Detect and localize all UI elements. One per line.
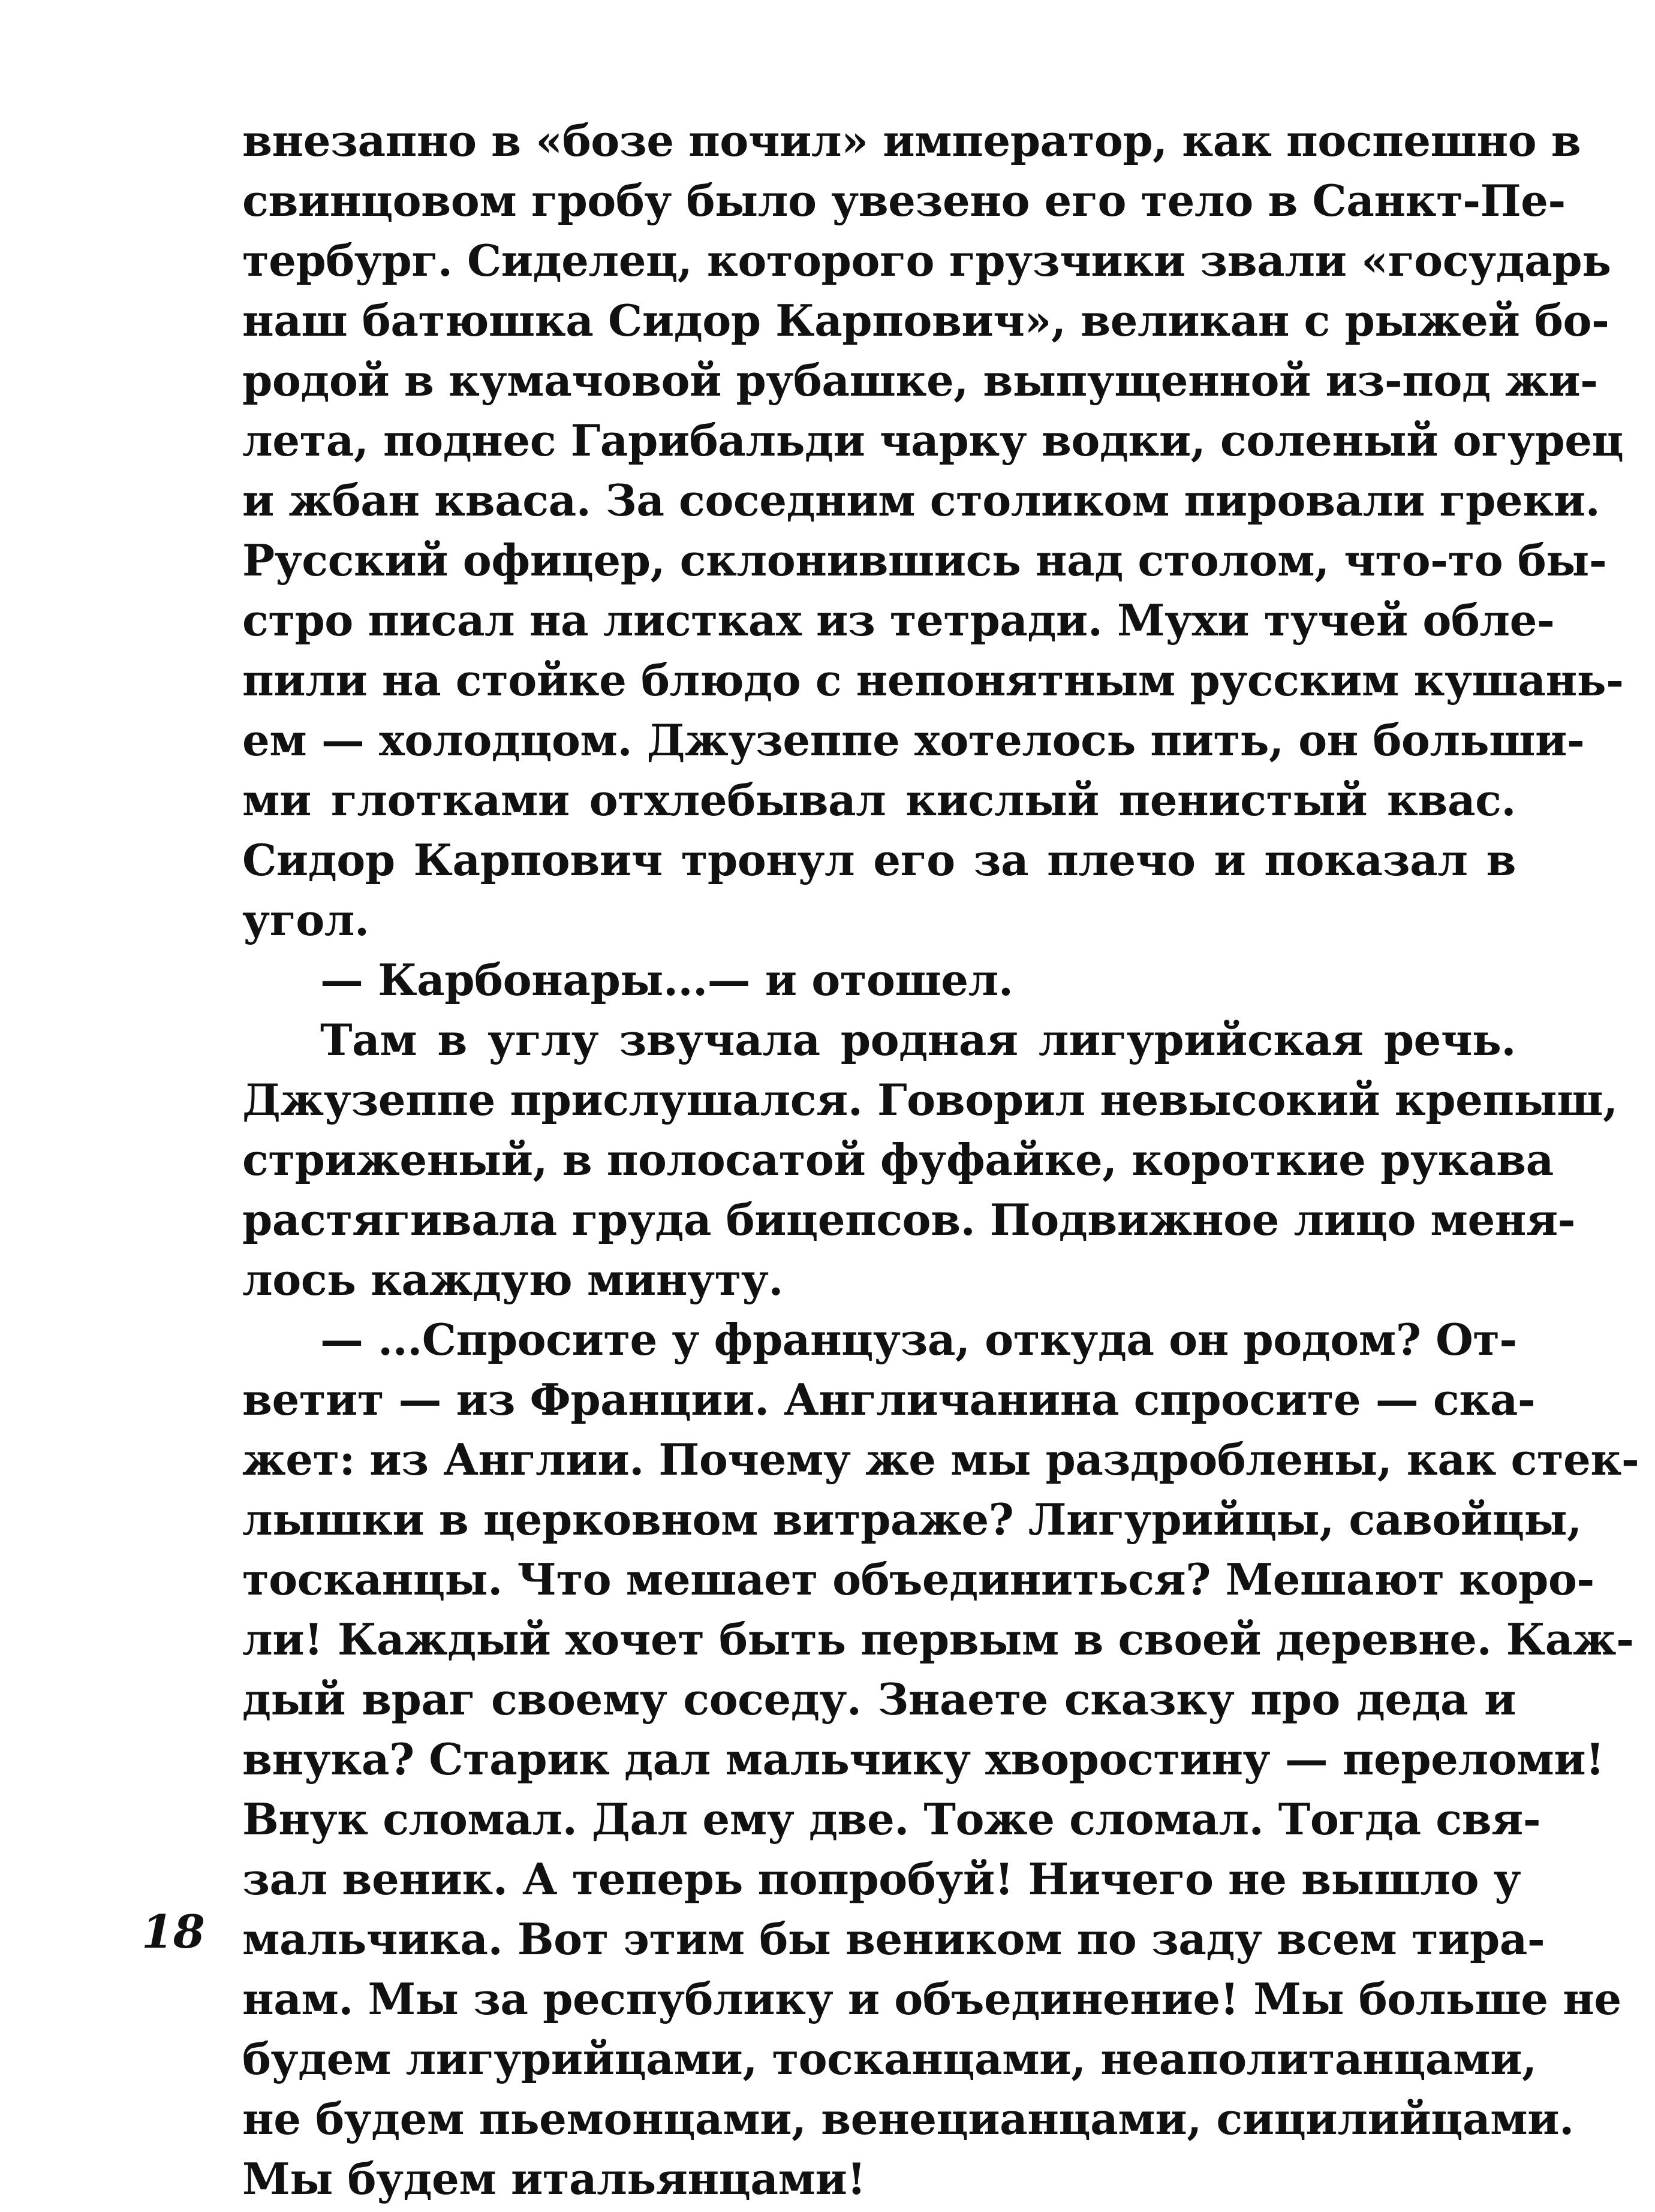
text-line: свинцовом гробу было увезено его тело в Санкт-Пе- — [242, 175, 1566, 226]
text-line: Мы будем итальянцами! — [242, 2153, 866, 2204]
text-line: дый враг своему соседу. Знаете сказку про деда и — [242, 1674, 1516, 1725]
text-line: ем — холодцом. Джузеппе хотелось пить, он больши- — [242, 715, 1585, 766]
text-line: зал веник. А теперь попробуй! Ничего не вышло у — [242, 1854, 1521, 1904]
text-line: жет: из Англии. Почему же мы раздроблены, как стек- — [242, 1434, 1639, 1485]
text-line: Там в углу звучала родная лигурийская речь. — [320, 1014, 1516, 1065]
text-line: лышки в церковном витраже? Лигурийцы, савойцы, — [242, 1494, 1582, 1545]
text-line: Внук сломал. Дал ему две. Тоже сломал. Тогда свя- — [242, 1794, 1541, 1845]
text-line: Русский офицер, склонившись над столом, что-то бы- — [242, 535, 1607, 586]
text-line: лось каждую минуту. — [242, 1254, 783, 1305]
text-line: угол. — [242, 894, 369, 945]
text-line: внука? Старик дал мальчику хворостину — переломи! — [242, 1734, 1605, 1785]
text-line: родой в кумачовой рубашке, выпущенной из-под жи- — [242, 355, 1598, 406]
text-line: тосканцы. Что мешает объединиться? Мешают коро- — [242, 1554, 1594, 1605]
text-line: и жбан кваса. За соседним столиком пировали греки. — [242, 475, 1600, 526]
text-line: стриженый, в полосатой фуфайке, короткие рукава — [242, 1134, 1554, 1185]
text-line: ветит — из Франции. Англичанина спросите — ска- — [242, 1374, 1536, 1425]
text-line: Джузеппе прислушался. Говорил невысокий крепыш, — [242, 1074, 1618, 1125]
text-line: внезапно в «бозе почил» император, как поспешно в — [242, 115, 1581, 166]
text-line: тербург. Сиделец, которого грузчики звали «государь — [242, 235, 1611, 286]
text-line: — ...Спросите у француза, откуда он родом? От- — [320, 1314, 1517, 1365]
text-line: мальчика. Вот этим бы веником по заду всем тира- — [242, 1913, 1545, 1964]
page-number: 18 — [142, 1905, 205, 1958]
text-line: растягивала груда бицепсов. Подвижное лицо меня- — [242, 1194, 1576, 1245]
text-line: наш батюшка Сидор Карпович», великан с рыжей бо- — [242, 295, 1609, 346]
text-line: ми глотками отхлебывал кислый пенистый квас. — [242, 774, 1516, 825]
text-line: ли! Каждый хочет быть первым в своей деревне. Каж- — [242, 1614, 1634, 1665]
text-line: не будем пьемонцами, венецианцами, сицилийцами. — [242, 2093, 1574, 2144]
text-line: нам. Мы за республику и объединение! Мы больше не — [242, 1973, 1621, 2024]
text-column — [242, 114, 1639, 2212]
text-line: — Карбонары...— и отошел. — [320, 954, 1013, 1005]
text-line: пили на стойке блюдо с непонятным русским кушань- — [242, 655, 1624, 706]
text-line: будем лигурийцами, тосканцами, неаполитанцами, — [242, 2033, 1537, 2084]
text-line: лета, поднес Гарибальди чарку водки, соленый огурец — [242, 415, 1624, 466]
text-line: Сидор Карпович тронул его за плечо и показал в — [242, 834, 1516, 885]
text-line: стро писал на листках из тетради. Мухи тучей обле- — [242, 595, 1555, 646]
